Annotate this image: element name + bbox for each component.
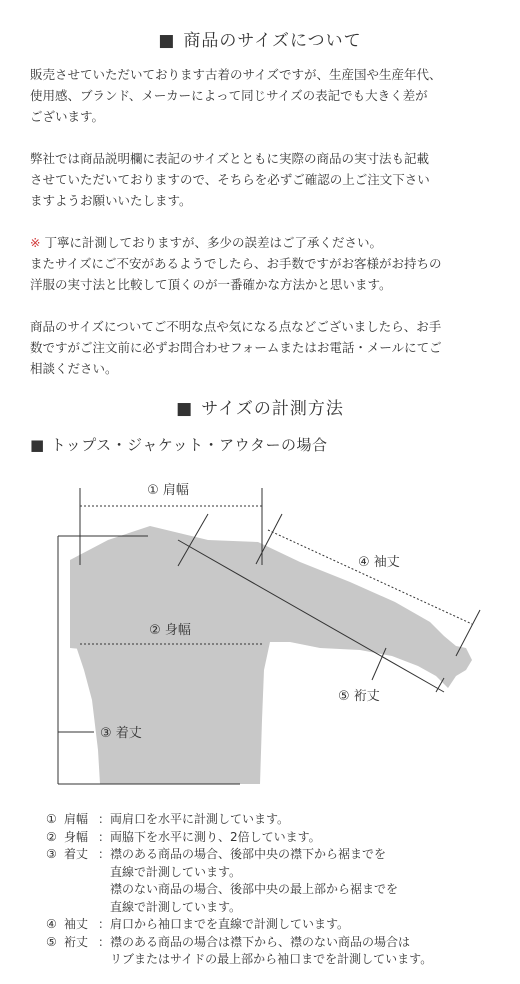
garment-silhouette xyxy=(70,526,472,784)
legend-row-yuki: ⑤ 裄丈 ： 襟のある商品の場合は襟下から、襟のない商品の場合は リブまたはサイドの最上部から袖口までを計測しています。 xyxy=(46,934,506,969)
note-mark-icon: ※ xyxy=(30,235,41,250)
note-line xyxy=(30,211,500,253)
measurement-diagram xyxy=(0,470,520,800)
legend-row-chest: ② 身幅 ： 両脇下を水平に測り、2倍しています。 xyxy=(46,829,506,847)
label-shoulder: ① 肩幅 xyxy=(147,483,189,498)
section-title-text: 商品のサイズについて xyxy=(183,31,362,51)
section-title-method xyxy=(0,394,520,419)
measurement-legend xyxy=(46,811,506,969)
legend-row-sleeve: ④ 袖丈 ： 肩口から袖口までを直線で計測しています。 xyxy=(46,916,506,934)
sleeve-tick-bottom xyxy=(456,610,480,656)
legend-text: 肩口から袖口までを直線で計測しています。 xyxy=(110,917,350,931)
legend-num: ④ xyxy=(46,917,57,931)
legend-num: ③ xyxy=(46,847,57,861)
paragraph-contact: 商品のサイズについてご不明な点や気になる点などございましたら、お手 数ですがご注文前に必ずお問合わせフォームまたはお電話・メールにてご 相談ください。 xyxy=(30,319,442,376)
square-bullet-icon: ■ xyxy=(30,436,45,454)
legend-text: 襟のある商品の場合は襟下から、襟のない商品の場合は リブまたはサイドの最上部から袖口までを計測しています。 xyxy=(110,934,433,966)
paragraph-measurement-note: 弊社では商品説明欄に表記のサイズとともに実際の商品の実寸法も記載 させていただいておりますので、そちらを必ずご確認の上ご注文下さい ますようお願いいたします。 xyxy=(30,151,430,208)
legend-label: 裄丈 xyxy=(64,934,89,949)
square-bullet-icon: ■ xyxy=(158,31,176,51)
legend-text: 両脇下を水平に測り、2倍しています。 xyxy=(110,829,321,844)
legend-text: 襟のある商品の場合、後部中央の襟下から裾までを 直線で計測しています。 襟のない商品の場合、後部中央の最上部から裾までを 直線で計測しています。 xyxy=(110,847,399,914)
label-length: ③ 着丈 xyxy=(100,726,142,741)
legend-num: ① xyxy=(46,812,57,826)
legend-num: ② xyxy=(46,829,57,844)
section-title-size xyxy=(0,26,520,51)
subheading-tops-text: トップス・ジャケット・アウターの場合 xyxy=(50,436,328,454)
legend-label: 袖丈 xyxy=(64,917,89,931)
section-title-method-text: サイズの計測方法 xyxy=(201,399,344,419)
legend-label: 身幅 xyxy=(64,829,89,844)
label-sleeve: ④ 袖丈 xyxy=(358,555,400,570)
label-yuki: ⑤ 裄丈 xyxy=(338,689,380,704)
subheading-tops xyxy=(30,434,327,455)
label-chest: ② 身幅 xyxy=(149,623,191,638)
paragraph-compare: またサイズにご不安があるようでしたら、お手数ですがお客様がお持ちの 洋服の実寸法と比較して頂くのが一番確かな方法かと思います。 xyxy=(30,256,442,292)
paragraph-intro: 販売させていただいております古着のサイズですが、生産国や生産年代、 使用感、ブランド、メーカーによって同じサイズの表記でも大きく差が ございます。 xyxy=(30,67,442,124)
legend-label: 着丈 xyxy=(64,847,89,861)
note-text: 丁寧に計測しておりますが、多少の誤差はご了承ください。 xyxy=(44,235,382,250)
legend-row-length: ③ 着丈 ： 襟のある商品の場合、後部中央の襟下から裾までを 直線で計測しています。 襟のない商品の場合、後部中央の最上部から裾までを 直線で計測しています。 xyxy=(46,846,506,916)
legend-num: ⑤ xyxy=(46,934,57,949)
legend-row-shoulder: ① 肩幅 ： 両肩口を水平に計測しています。 xyxy=(46,811,506,829)
legend-text: 両肩口を水平に計測しています。 xyxy=(110,812,290,826)
square-bullet-icon: ■ xyxy=(176,399,194,419)
legend-label: 肩幅 xyxy=(64,812,89,826)
